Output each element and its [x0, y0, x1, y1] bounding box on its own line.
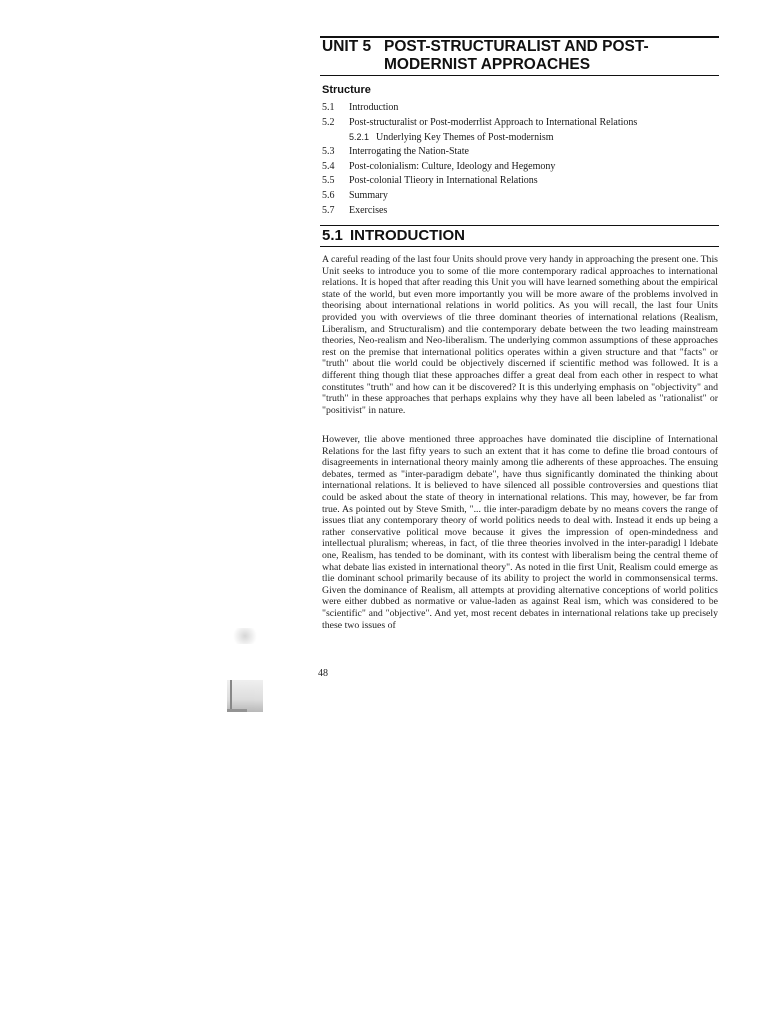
toc-item-number: 5.1	[322, 102, 335, 113]
toc-item-text: Underlying Key Themes of Post-modernism	[376, 132, 554, 144]
section-number: 5.1	[322, 227, 343, 244]
toc-item-number: 5.4	[322, 160, 335, 172]
section-title: INTRODUCTION	[350, 227, 465, 244]
toc-item-number: 5.2.1	[349, 132, 370, 143]
scan-artifact	[227, 680, 263, 712]
toc-item-number: 5.5	[322, 175, 335, 187]
unit-number: UNIT 5	[322, 38, 372, 55]
toc-item-number: 5.2	[322, 116, 335, 128]
toc-item	[322, 116, 722, 131]
intro-paragraph-1: A careful reading of the last four Units should prove very handy in approaching the present one. This Unit seeks to introduce you to some of tlie more contemporary radical approaches to international relations. It is hoped that after reading this Unit you will have learned something about the empirical state of the world, but even more importantly you will be more aware of the problems involved in theorising about international relations in world politics. As you will recall, the last four Units provided you with overviews of tlie three dominant theories of international relations (Realism, Liberalism, and Structuralism) and tlie contemporary debate between the two leading mainstream theories, Neo-realism and Neo-liberalism. The underlying common assumptions of these approaches rest on the premise that international politics operates within a given structure and that "facts" or "truth" about tlie world could be objectively discerned if scientific method was followed. It is a different thing though tliat these approaches differ a great deal from each other in respect to what constitutes "truth" and how can it be discovered? It is this underlying emphasis on "objectivity" and "truth" in these approaches that perhaps explains why they have all been labeled as "rationalist" or "positivist" in nature.	[322, 254, 718, 416]
section-top-rule	[320, 225, 719, 226]
toc-item-number: 5.3	[322, 146, 335, 158]
toc-item-text: Post-colonial Tlieory in International Relations	[349, 175, 538, 187]
toc-item-text: Interrogating the Nation-State	[349, 146, 469, 158]
toc-subitem	[322, 130, 722, 145]
toc-item-text: Post-structuralist or Post-moderrlist Approach to International Relations	[349, 116, 638, 128]
table-of-contents	[322, 101, 722, 219]
intro-paragraph-2: However, tlie above mentioned three approaches have dominated tlie discipline of International Relations for the last fifty years to such an extent that it has come to define tlie broad contours of disagreements in international theory mainly among tlie adherents of these approaches. The ensuing debates, termed as "inter-paradigm debate", have thus significantly dominated the thinking about international relations. It is believed to have silenced all possible controversies and questions tliat could be asked about the state of theory in international relations. This may, however, be far from true. As pointed out by Steve Smith, "... tlie inter-paradigm debate by no means covers the range of issues tliat any contemporary theory of world politics needs to deal with. Instead it ends up being a rather conservative political move because it gives the impression of open-mindedness and intellectual pluralism; whereas, in fact, of tlie three theories involved in the inter-paradigl l ldebate one, Realism, has tended to be dominant, with its contest with liberalism being the central theme of what debate lias existed in international theory". As noted in tlie first Unit, Realism could emerge as tlie dominant school primarily because of its ability to project the world in commonsensical terms. Given the dominance of Realism, all attempts at providing alternative conceptions of world politics were either dubbed as normative or value-laden as against Real ism, which was considered to be "scientific" and "objective". And yet, most recent debates in international relations take up precisely these two issues of	[322, 434, 718, 631]
toc-item-text: Exercises	[349, 204, 388, 216]
toc-item-number: 5.6	[322, 190, 335, 202]
toc-item-text: Summary	[349, 190, 388, 202]
structure-heading: Structure	[322, 84, 371, 96]
toc-item	[322, 204, 722, 219]
unit-title-line2: MODERNIST APPROACHES	[384, 56, 591, 73]
section-bottom-rule	[320, 246, 719, 247]
toc-item-text: Introduction	[349, 102, 399, 113]
toc-item	[322, 189, 722, 204]
scan-artifact	[230, 628, 260, 644]
unit-title	[322, 38, 722, 74]
toc-item-number: 5.7	[322, 204, 335, 216]
page-number: 48	[318, 668, 328, 679]
title-bottom-rule	[320, 75, 719, 76]
toc-item	[322, 145, 722, 160]
toc-item-text: Post-colonialism: Culture, Ideology and Hegemony	[349, 160, 556, 172]
section-heading	[322, 227, 465, 244]
toc-item	[322, 174, 722, 189]
toc-item	[322, 160, 722, 175]
unit-title-line1: POST-STRUCTURALIST AND POST-	[384, 38, 649, 55]
toc-item	[322, 101, 722, 116]
